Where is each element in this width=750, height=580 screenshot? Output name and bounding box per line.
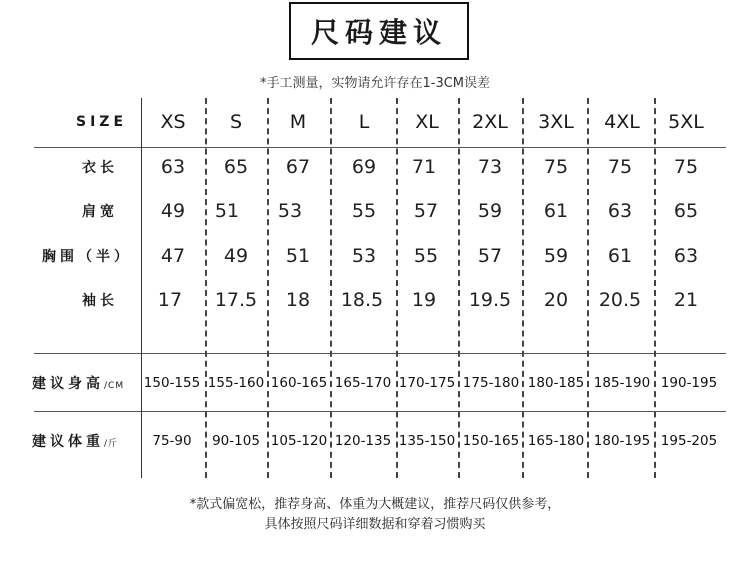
table-cell: 73 <box>477 156 503 178</box>
row-label-text: 胸围（半） <box>42 249 132 265</box>
row-label-text: 袖长 <box>82 293 118 309</box>
size-header-cell: 2XL <box>472 111 508 133</box>
table-cell: 61 <box>543 200 569 222</box>
table-cell: 18.5 <box>340 289 384 311</box>
table-cell: 150-155 <box>143 375 201 391</box>
table-cell: 175-180 <box>462 375 520 391</box>
table-cell: 17.5 <box>214 289 258 311</box>
table-cell: 55 <box>351 200 377 222</box>
table-cell: 170-175 <box>398 375 456 391</box>
row-label-length <box>82 157 118 177</box>
footnote-line-1: *款式偏宽松，推荐身高、体重为大概建议，推荐尺码仅供参考， <box>189 497 561 512</box>
table-cell: 180-185 <box>527 375 585 391</box>
table-cell: 160-165 <box>270 375 328 391</box>
row-label-height <box>32 373 124 393</box>
table-cell: 120-135 <box>334 433 392 449</box>
table-cell: 105-120 <box>270 433 328 449</box>
row-label-text: 建议身高 <box>32 376 104 392</box>
table-cell: 190-195 <box>660 375 718 391</box>
table-cell: 75 <box>607 156 633 178</box>
size-header-cell: L <box>358 111 370 133</box>
column-divider <box>396 98 398 478</box>
size-header-cell: 3XL <box>538 111 574 133</box>
row-label-sleeve <box>82 290 118 310</box>
table-cell: 20 <box>543 289 569 311</box>
table-cell: 67 <box>285 156 311 178</box>
table-cell: 65 <box>223 156 249 178</box>
column-divider <box>522 98 524 478</box>
table-cell: 90-105 <box>212 433 260 449</box>
row-label-shoulder <box>82 201 118 221</box>
footnote <box>0 495 750 535</box>
table-cell: 63 <box>673 245 699 267</box>
table-cell: 53 <box>351 245 377 267</box>
table-cell: 55 <box>413 245 439 267</box>
row-label-text: 建议体重 <box>32 434 104 450</box>
table-cell: 20.5 <box>598 289 642 311</box>
table-cell: 51 <box>214 200 240 222</box>
column-divider <box>330 98 332 478</box>
section-divider <box>34 353 726 354</box>
table-cell: 49 <box>160 200 186 222</box>
table-cell: 21 <box>673 289 699 311</box>
measurement-note: *手工测量，实物请允许存在1-3CM误差 <box>259 76 491 91</box>
size-header-cell: M <box>289 111 307 133</box>
table-cell: 59 <box>543 245 569 267</box>
column-divider <box>205 98 207 478</box>
table-cell: 53 <box>277 200 303 222</box>
table-cell: 165-180 <box>527 433 585 449</box>
table-cell: 19.5 <box>468 289 512 311</box>
size-header-cell: 4XL <box>604 111 640 133</box>
table-cell: 185-190 <box>593 375 651 391</box>
table-cell: 75 <box>673 156 699 178</box>
table-cell: 47 <box>160 245 186 267</box>
column-divider <box>267 98 269 478</box>
table-cell: 18 <box>285 289 311 311</box>
table-cell: 75-90 <box>152 433 192 449</box>
size-header-cell: S <box>229 111 243 133</box>
table-cell: 19 <box>411 289 437 311</box>
row-label-unit: /CM <box>104 381 125 391</box>
section-divider-2 <box>34 411 726 412</box>
table-cell: 63 <box>160 156 186 178</box>
table-cell: 63 <box>607 200 633 222</box>
size-header-cell: XS <box>160 111 186 133</box>
row-label-weight <box>32 431 118 451</box>
size-header-label: SIZE <box>76 114 128 130</box>
header-divider <box>34 147 726 148</box>
table-cell: 150-165 <box>462 433 520 449</box>
table-cell: 61 <box>607 245 633 267</box>
table-cell: 195-205 <box>660 433 718 449</box>
row-label-text: 衣长 <box>82 160 118 176</box>
row-label-unit: /斤 <box>104 439 119 449</box>
table-cell: 135-150 <box>398 433 456 449</box>
table-cell: 69 <box>351 156 377 178</box>
row-label-text: 肩宽 <box>82 204 118 220</box>
row-label-chest <box>42 246 132 266</box>
table-cell: 49 <box>223 245 249 267</box>
table-cell: 59 <box>477 200 503 222</box>
table-cell: 57 <box>413 200 439 222</box>
page-title: 尺码建议 <box>289 2 469 60</box>
column-divider <box>654 98 656 478</box>
footnote-line-2: 具体按照尺码详细数据和穿着习惯购买 <box>264 517 486 532</box>
table-cell: 51 <box>285 245 311 267</box>
table-cell: 75 <box>543 156 569 178</box>
table-cell: 71 <box>411 156 437 178</box>
table-cell: 180-195 <box>593 433 651 449</box>
label-column-divider <box>141 98 142 478</box>
table-cell: 65 <box>673 200 699 222</box>
table-cell: 57 <box>477 245 503 267</box>
table-cell: 155-160 <box>207 375 265 391</box>
column-divider <box>458 98 460 478</box>
table-cell: 17 <box>157 289 183 311</box>
column-divider <box>587 98 589 478</box>
table-cell: 165-170 <box>334 375 392 391</box>
size-header-cell: 5XL <box>668 111 704 133</box>
size-header-cell: XL <box>415 111 439 133</box>
